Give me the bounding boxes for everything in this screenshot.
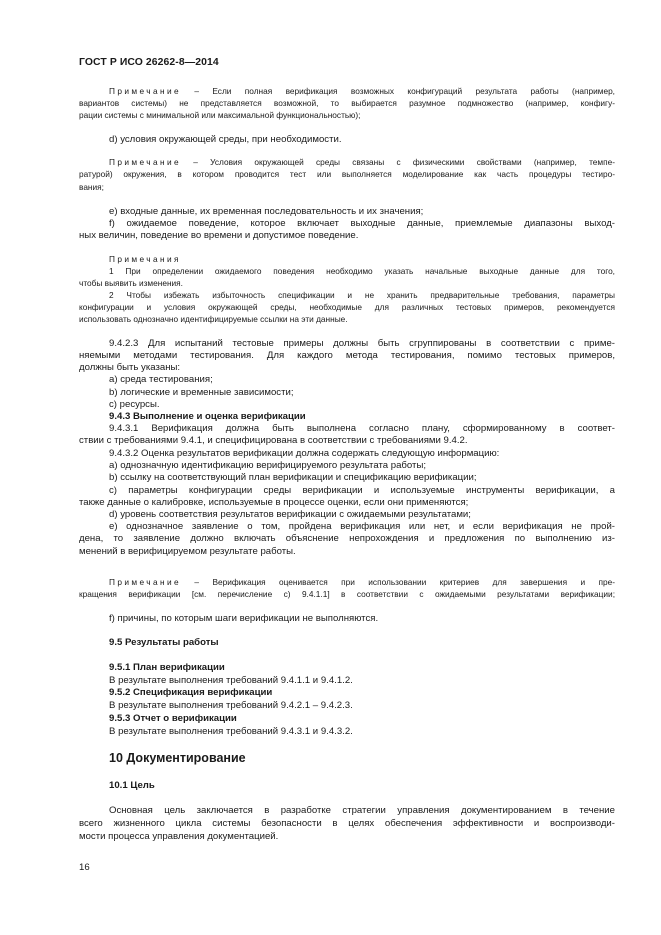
paragraph-line: 9.4.3.1 Верификация должна быть выполнена согласно плану, сформированному в соответ-	[109, 423, 615, 434]
list-item: a) однозначную идентификацию верифицируемого результата работы;	[109, 460, 426, 471]
paragraph-line: 9.4.3.2 Оценка результатов верификации должна содержать следующую информацию:	[109, 448, 500, 459]
note-label: Примечание	[109, 577, 182, 587]
chapter-heading: 10 Документирование	[109, 751, 246, 765]
note-label: Примечание	[109, 86, 182, 96]
note-line: Примечание – Верификация оценивается при использовании критериев для завершения и пре-	[109, 577, 615, 587]
paragraph-line: всего жизненного цикла системы безопасности в целях обеспечения эффективности и воспроизводи-	[79, 818, 615, 829]
paragraph-line: должны быть указаны:	[79, 362, 181, 373]
list-item: a) среда тестирования;	[109, 374, 213, 385]
page-number: 16	[79, 862, 90, 873]
note-line: вариантов системы) не представляется возможной, то выбирается разумное подмножество (например, конфигу-	[79, 98, 615, 108]
subsection-heading: 9.5.2 Спецификация верификации	[109, 687, 273, 698]
note-line: вания;	[79, 182, 104, 192]
list-item: менений в верифицируемом результате работы.	[79, 546, 296, 557]
paragraph-line: ствии с требованиями 9.4.1, и специфицирована в соответствии с требованиями 9.4.2.	[79, 435, 468, 446]
section-heading: 10.1 Цель	[109, 780, 155, 791]
list-item: d) уровень соответствия результатов верификации с ожидаемыми результатами;	[109, 509, 471, 520]
note-label: Примечания	[109, 254, 181, 264]
list-item: f) причины, по которым шаги верификации не выполняются.	[109, 613, 379, 624]
note-line: конфигурации и условия окружающей среды, необходимые для различных тестовых примеров, рекомендуется	[79, 302, 615, 312]
paragraph-line: В результате выполнения требований 9.4.3.1 и 9.4.3.2.	[109, 726, 353, 737]
list-item: е) входные данные, их временная последовательность и их значения;	[109, 206, 424, 217]
list-item: ных величин, поведение во времени и допустимое поведение.	[79, 230, 359, 241]
note-label: Примечание	[109, 157, 182, 167]
note-line: рации системы с минимальной или максимальной функциональностью);	[79, 110, 361, 120]
subsection-heading: 9.5.3 Отчет о верификации	[109, 713, 237, 724]
list-item: b) ссылку на соответствующий план верификации и спецификацию верификации;	[109, 472, 477, 483]
note-line: кращения верификации [см. перечисление с) 9.4.1.1] в соответствии с ожидаемыми результатами верификации;	[79, 589, 615, 599]
notes-heading	[109, 254, 181, 264]
list-item: также данные о калибровке, используемые в процессе оценки, если они применяются;	[79, 497, 469, 508]
note-line: Примечание – Условия окружающей среды связаны с физическими свойствами (например, темпе-	[109, 157, 615, 167]
note-line: Примечание – Если полная верификация возможных конфигураций результата работы (например,	[109, 86, 615, 96]
section-heading: 9.4.3 Выполнение и оценка верификации	[109, 411, 306, 422]
note-line: ратурой) окружения, в котором проводится тест или выполняется моделирование как часть процедуры тестиро-	[79, 169, 615, 179]
note-line: использовать однозначно идентифицируемые ссылки на эти данные.	[79, 314, 348, 324]
paragraph-line: няемыми методами тестирования. Для каждого метода тестирования, помимо тестовых примеров,	[79, 350, 615, 361]
paragraph-line: Основная цель заключается в разработке стратегии управления документированием в течение	[109, 805, 615, 816]
list-item: дена, то заявление должно включать объяснение непрохождения и предложения по выполнению из-	[79, 533, 615, 544]
paragraph-line: В результате выполнения требований 9.4.1.1 и 9.4.1.2.	[109, 675, 353, 686]
list-item: c) ресурсы.	[109, 399, 160, 410]
list-item: e) однозначное заявление о том, пройдена верификация или нет, и если верификация не прой-	[109, 521, 615, 532]
paragraph-line: мости процесса управления документацией.	[79, 831, 279, 842]
paragraph-line: 9.4.2.3 Для испытаний тестовые примеры должны быть сгруппированы в соответствии с приме-	[109, 338, 615, 349]
section-heading: 9.5 Результаты работы	[109, 637, 219, 648]
list-item: f) ожидаемое поведение, которое включает выходные данные, приемлемые диапазоны выход-	[109, 218, 615, 229]
list-item: b) логические и временные зависимости;	[109, 387, 294, 398]
note-line: 1 При определении ожидаемого поведения необходимо указать начальные выходные данные для того,	[109, 266, 615, 276]
list-item: d) условия окружающей среды, при необходимости.	[109, 134, 342, 145]
document-header: ГОСТ Р ИСО 26262-8—2014	[79, 57, 219, 68]
paragraph-line: В результате выполнения требований 9.4.2.1 – 9.4.2.3.	[109, 700, 353, 711]
subsection-heading: 9.5.1 План верификации	[109, 662, 225, 673]
note-line: чтобы выявить изменения.	[79, 278, 183, 288]
list-item: c) параметры конфигурации среды верификации и используемые инструменты верификации, а	[109, 485, 615, 496]
note-line: 2 Чтобы избежать избыточность спецификации и не хранить предварительные требования, параметры	[109, 290, 615, 300]
